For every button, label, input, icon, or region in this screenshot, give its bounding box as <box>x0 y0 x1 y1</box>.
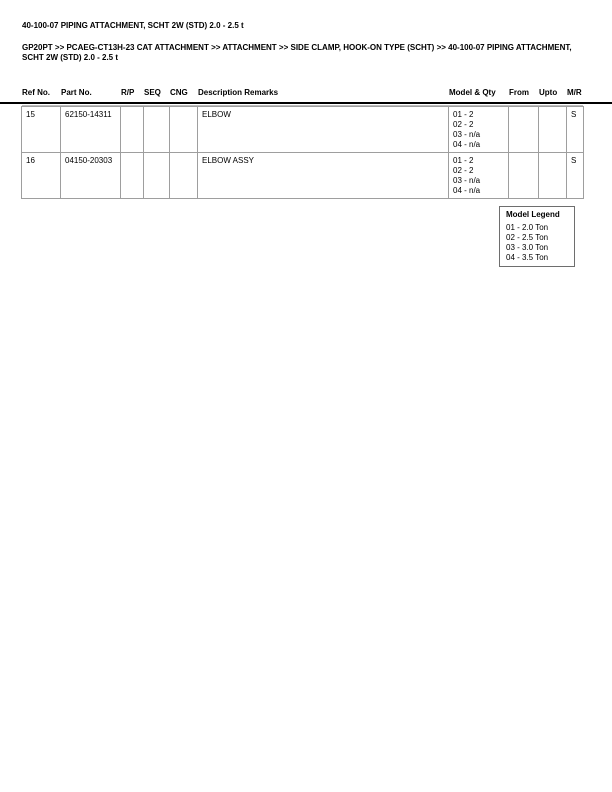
model-legend-item: 02 - 2.5 Ton <box>506 233 549 242</box>
cell-cng <box>170 153 198 199</box>
model-qty-line: 01 - 2 <box>453 156 474 165</box>
cell-mr: S <box>567 153 584 199</box>
cell-description: ELBOW <box>198 107 449 153</box>
cell-description: ELBOW ASSY <box>198 153 449 199</box>
model-qty-line: 04 - n/a <box>453 140 481 149</box>
cell-upto <box>539 107 567 153</box>
col-header-mr: M/R <box>567 88 582 97</box>
parts-table <box>21 106 584 199</box>
col-header-upto: Upto <box>539 88 558 97</box>
col-header-model-qty: Model & Qty <box>449 88 496 97</box>
model-legend-item: 03 - 3.0 Ton <box>506 243 549 252</box>
col-header-rp: R/P <box>121 88 135 97</box>
model-qty-line: 03 - n/a <box>453 130 481 139</box>
model-legend-title: Model Legend <box>506 210 560 219</box>
header-divider <box>0 102 612 104</box>
cell-from <box>509 153 539 199</box>
col-header-cng: CNG <box>170 88 188 97</box>
cell-cng <box>170 107 198 153</box>
cell-seq <box>144 107 170 153</box>
cell-part-no: 04150-20303 <box>61 153 121 199</box>
col-header-desc: Description Remarks <box>198 88 279 97</box>
model-legend-item: 01 - 2.0 Ton <box>506 223 549 232</box>
model-legend <box>499 206 575 267</box>
model-qty-line: 01 - 2 <box>453 110 474 119</box>
model-qty-line: 02 - 2 <box>453 120 474 129</box>
cell-model-qty <box>449 107 509 153</box>
cell-rp <box>121 107 144 153</box>
table-row <box>22 153 584 199</box>
cell-model-qty <box>449 153 509 199</box>
col-header-from: From <box>509 88 529 97</box>
page-title: 40-100-07 PIPING ATTACHMENT, SCHT 2W (STD) 2.0 - 2.5 t <box>22 21 244 30</box>
cell-from <box>509 107 539 153</box>
model-qty-line: 04 - n/a <box>453 186 481 195</box>
model-legend-item: 04 - 3.5 Ton <box>506 253 549 262</box>
model-qty-line: 03 - n/a <box>453 176 481 185</box>
cell-ref: 15 <box>22 107 61 153</box>
col-header-seq: SEQ <box>144 88 161 97</box>
cell-upto <box>539 153 567 199</box>
cell-rp <box>121 153 144 199</box>
cell-mr: S <box>567 107 584 153</box>
cell-part-no: 62150-14311 <box>61 107 121 153</box>
cell-ref: 16 <box>22 153 61 199</box>
breadcrumb: GP20PT >> PCAEG-CT13H-23 CAT ATTACHMENT >> ATTACHMENT >> SIDE CLAMP, HOOK-ON TYPE (SCHT) >> 40-100-07 PIPING ATTACHMENT, SCHT 2W (STD) 2.0 - 2.5 t <box>22 43 572 62</box>
col-header-part: Part No. <box>61 88 92 97</box>
table-row <box>22 107 584 153</box>
model-qty-line: 02 - 2 <box>453 166 474 175</box>
col-header-ref: Ref No. <box>22 88 50 97</box>
cell-seq <box>144 153 170 199</box>
